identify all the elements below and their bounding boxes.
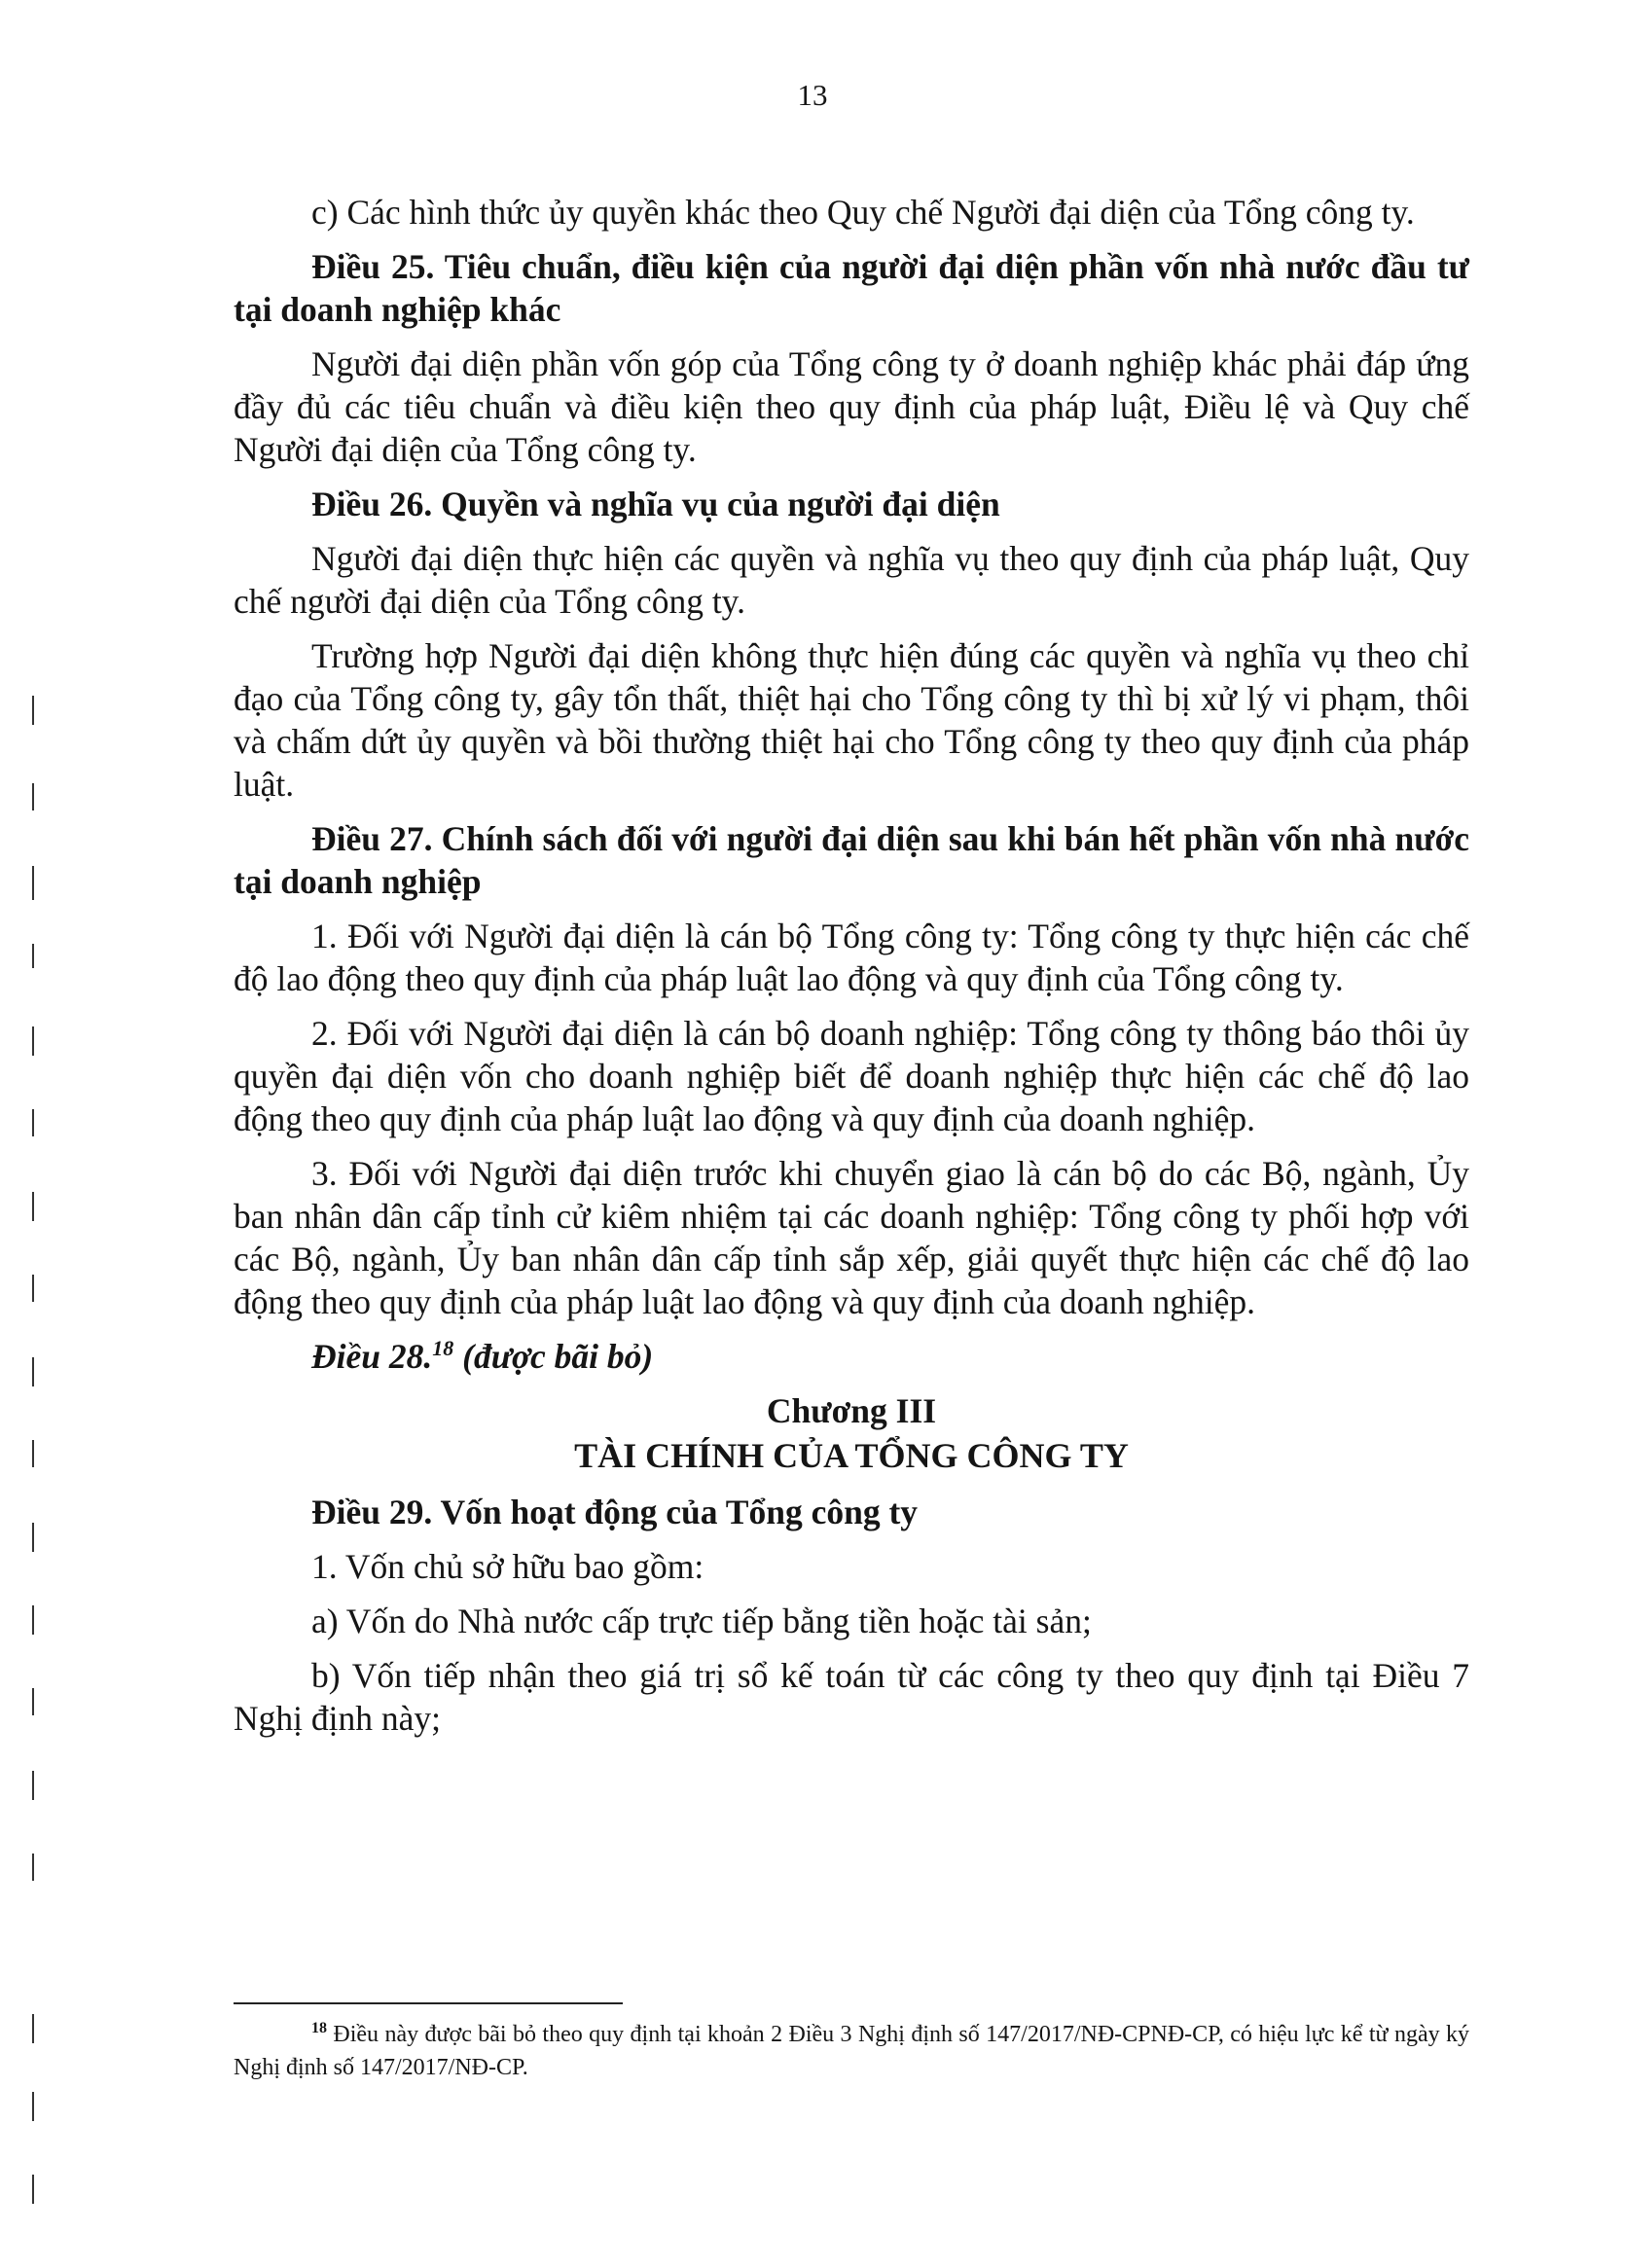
chapter-number: Chương III [766, 1391, 937, 1430]
scan-mark [32, 2014, 34, 2043]
chapter-title: TÀI CHÍNH CỦA TỔNG CÔNG TY [574, 1436, 1129, 1475]
article-29-heading: Điều 29. Vốn hoạt động của Tổng công ty [311, 1493, 919, 1531]
footnote-divider [234, 2002, 623, 2004]
article-27-item-3: 3. Đối với Người đại diện trước khi chuyển giao là cán bộ do các Bộ, ngành, Ủy ban nhân dân cấp tỉnh cử kiêm nhiệm tại các doanh nghiệp: Tổng công ty phối hợp với các Bộ, ngành, Ủy ban nhân dân cấp tỉnh sắp xếp, giải quyết thực hiện các chế độ lao động theo quy định của pháp luật lao động và quy định của doanh nghiệp. [234, 1154, 1469, 1321]
scan-mark [32, 1357, 34, 1386]
article-28-note: (được bãi bỏ) [453, 1337, 654, 1376]
scan-mark [32, 2175, 34, 2204]
article-28-heading [234, 1335, 1469, 1378]
article-25-body: Người đại diện phần vốn góp của Tổng công ty ở doanh nghiệp khác phải đáp ứng đầy đủ các tiêu chuẩn và điều kiện theo quy định của pháp luật, Điều lệ và Quy chế Người đại diện của Tổng công ty. [234, 344, 1469, 469]
scan-mark [32, 944, 34, 968]
article-28-title: Điều 28. [311, 1337, 433, 1376]
scan-mark [32, 1854, 34, 1881]
article-27-item-1: 1. Đối với Người đại diện là cán bộ Tổng công ty: Tổng công ty thực hiện các chế độ lao động theo quy định của pháp luật lao động và quy định của Tổng công ty. [234, 917, 1469, 998]
article-26-paragraph-1: Người đại diện thực hiện các quyền và nghĩa vụ theo quy định của pháp luật, Quy chế người đại diện của Tổng công ty. [234, 539, 1469, 621]
scan-mark [32, 1026, 34, 1056]
article-29-item-1a: a) Vốn do Nhà nước cấp trực tiếp bằng tiền hoặc tài sản; [311, 1602, 1092, 1640]
scan-mark [32, 783, 34, 810]
article-27-item-2: 2. Đối với Người đại diện là cán bộ doanh nghiệp: Tổng công ty thông báo thôi ủy quyền đại diện vốn cho doanh nghiệp biết để doanh nghiệp thực hiện các chế độ lao động theo quy định của pháp luật lao động và quy định của doanh nghiệp. [234, 1014, 1469, 1138]
footnote [234, 2018, 1469, 2084]
scan-mark [32, 1275, 34, 1302]
article-29-item-1b: b) Vốn tiếp nhận theo giá trị sổ kế toán từ các công ty theo quy định tại Điều 7 Nghị định này; [234, 1656, 1469, 1738]
footnote-marker: 18 [311, 2020, 327, 2036]
article-26-heading: Điều 26. Quyền và nghĩa vụ của người đại diện [311, 485, 1000, 523]
article-25-heading: Điều 25. Tiêu chuẩn, điều kiện của người đại diện phần vốn nhà nước đầu tư tại doanh nghiệp khác [234, 247, 1469, 329]
document-body [234, 191, 1469, 1751]
scan-mark [32, 1605, 34, 1635]
article-29-item-1: 1. Vốn chủ sở hữu bao gồm: [311, 1547, 704, 1586]
article-27-heading: Điều 27. Chính sách đối với người đại diện sau khi bán hết phần vốn nhà nước tại doanh nghiệp [234, 819, 1469, 901]
clause-c: c) Các hình thức ủy quyền khác theo Quy chế Người đại diện của Tổng công ty. [311, 193, 1415, 232]
page-number: 13 [797, 78, 828, 112]
scan-mark [32, 1771, 34, 1800]
footnote-text: Điều này được bãi bỏ theo quy định tại khoản 2 Điều 3 Nghị định số 147/2017/NĐ-CPNĐ-CP, có hiệu lực kể từ ngày ký Nghị định số 147/2017/NĐ-CP. [234, 2022, 1469, 2080]
scan-mark [32, 1440, 34, 1467]
chapter-heading [234, 1389, 1469, 1479]
scan-mark [32, 1688, 34, 1715]
scan-mark [32, 1523, 34, 1552]
footnote-reference[interactable]: 18 [432, 1336, 454, 1361]
scan-mark [32, 696, 34, 725]
scan-mark [32, 2092, 34, 2121]
scan-mark [32, 866, 34, 900]
article-26-paragraph-2: Trường hợp Người đại diện không thực hiện đúng các quyền và nghĩa vụ theo chỉ đạo của Tổng công ty, gây tổn thất, thiệt hại cho Tổng công ty thì bị xử lý vi phạm, thôi và chấm dứt ủy quyền và bồi thường thiệt hại cho Tổng công ty theo quy định của pháp luật. [234, 636, 1469, 804]
scan-mark [32, 1109, 34, 1136]
scan-mark [32, 1192, 34, 1221]
